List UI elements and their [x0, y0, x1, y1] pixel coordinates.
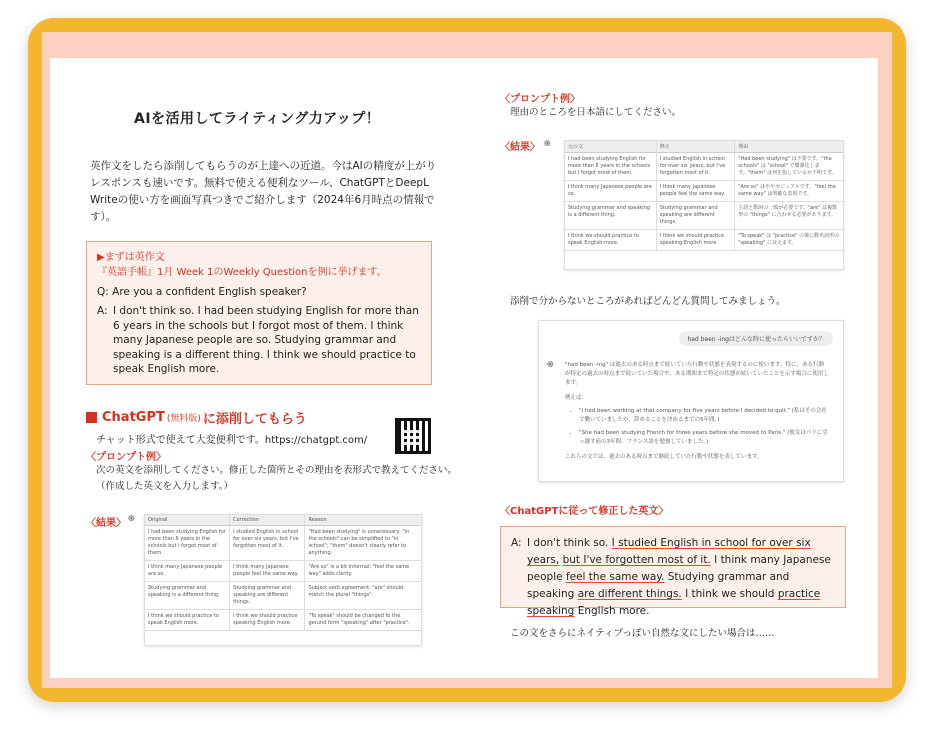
corrected-answer: [511, 535, 835, 620]
table-cell: I think many Japanese people feel the same way.: [656, 181, 735, 202]
table-header: 修正: [656, 141, 735, 153]
table-cell: "Are so" はややカジュアルです。"feel the same way" は明確な表現です。: [735, 181, 843, 202]
text-plain: I don't think so.: [527, 537, 612, 549]
prompt-text-2: （作成した英文を入力します。）: [96, 481, 233, 492]
table-row: [145, 526, 421, 561]
table-row: [145, 610, 421, 631]
prompt-label-right: 〈プロンプト例〉: [500, 94, 580, 105]
a-text: I don't think so. I had been studying English for more than 6 years in the schools but I forgot most of them. I think many Japanese people are so. Studying grammar and speaking is a different thing. I think we should practice to speak English more.: [113, 305, 419, 375]
user-question-bubble: had been -ingはどんな時に使ったらいいですか？: [679, 331, 833, 346]
square-bullet-icon: [86, 412, 97, 423]
table-cell: I studied English in school for over six years, but I've forgotten most of it.: [230, 526, 305, 561]
intro-text: 英作文をしたら添削してもらうのが上達への近道。今はAIの精度が上がりレスポンスも速いです。無料で使える便利なツール、ChatGPTとDeepL Writeの使い方を画面写真つきでご紹介します（2024年6月時点の情報です）。: [90, 160, 437, 223]
text-underlined: I studied English in school for over six years,: [527, 537, 811, 566]
table-cell: Studying grammar and speaking are different things.: [230, 582, 305, 610]
openai-logo-icon: ֍: [547, 360, 554, 369]
right-page: [474, 58, 886, 678]
table-cell: I had been studying English for more than 6 years in the schools but I forgot most of them.: [565, 153, 656, 181]
corrected-label: 〈ChatGPTに従って修正した英文〉: [500, 506, 669, 517]
question-line: [97, 286, 421, 298]
table-row: [145, 561, 421, 582]
table-header: 理由: [735, 141, 843, 153]
table-row: [145, 582, 421, 610]
table-cell: I studied English in school for over six years, but I've forgotten most of it.: [656, 153, 735, 181]
openai-logo-icon: ֍: [128, 514, 135, 523]
prompt-text-1: 次の英文を添削してください。修正した箇所とその理由を表形式で教えてください。: [96, 465, 458, 476]
table-cell: I think many Japanese people are so.: [145, 561, 230, 582]
table-cell: "Had been studying" is unnecessary; "in the schools" can be simplified to "in school"; "them" doesn't clearly refer to anything.: [305, 526, 421, 561]
table-cell: "To speak" は "practice" の後に動名詞形の "speaking" に変えます。: [735, 230, 843, 251]
chat-screenshot: [538, 320, 844, 482]
table-header: 元の文: [565, 141, 656, 153]
table-cell: "Had been studying" は不要です。"the schools" は "school" で簡潔化します。"them" は何を指しているか不明です。: [735, 153, 843, 181]
left-page: [50, 58, 462, 678]
prompt-text-right: 理由のところを日本語にしてください。: [510, 107, 682, 118]
table-row: [565, 202, 843, 230]
corner-notch: [882, 678, 892, 688]
answer-paragraph: "had been -ing" は過去のある時点まで続いていた行動や状態を表現するのに使います。特に、ある行動が特定の過去の時点まで続いていた場合や、ある期間まで特定の状態が続いていたことを示す場合に使用します。: [565, 362, 829, 386]
table-cell: I think many Japanese people are so.: [565, 181, 656, 202]
openai-logo-icon: ֍: [544, 139, 551, 148]
example-item: • "I had been working at that company for five years before I decided to quit." (私はその会社で働いていましたが、辞めることを決めるまでの5年間。): [579, 407, 829, 425]
text-underlined: feel the same way.: [565, 571, 665, 583]
qr-code-icon: [395, 418, 431, 454]
a-label: A:: [97, 305, 108, 317]
table-cell: Studying grammar and speaking are different things.: [656, 202, 735, 230]
section-prefix: ChatGPT: [102, 410, 165, 425]
table-cell: I think we should practice speaking English more.: [656, 230, 735, 251]
section-heading: [86, 408, 307, 427]
text-underlined: practice speaking: [527, 588, 821, 617]
table-cell: Studying grammar and speaking is a different thing.: [145, 582, 230, 610]
example-label: 例えば：: [565, 395, 588, 401]
corrected-text: [527, 535, 835, 620]
corner-notch: [42, 32, 52, 42]
table-row: [565, 153, 843, 181]
example-subheading: 『英語手帳』1月 Week 1のWeekly Questionを例に挙げます。: [97, 267, 387, 278]
section-small: (無料版): [166, 414, 201, 424]
chatgpt-description: チャット形式で使えて大変便利です。https://chatgpt.com/: [96, 435, 368, 446]
answer-paragraph: これらの文では、過去のある時点まで継続していた行動や状態を表しています。: [565, 454, 763, 460]
table-row: [565, 230, 843, 251]
table-cell: "To speak" should be changed to the gerund form "speaking" after "practice".: [305, 610, 421, 631]
table-cell: "Are so" is a bit informal; "feel the same way" adds clarity.: [305, 561, 421, 582]
magazine-spread: [50, 58, 878, 678]
page-title: AIを活用してライティング力アップ！: [134, 111, 381, 127]
table-cell: I think we should practice to speak English more.: [145, 610, 230, 631]
table-row: [565, 181, 843, 202]
result-label-right: 〈結果〉: [500, 142, 540, 153]
text-plain: I think we should: [681, 588, 778, 600]
table-cell: I think many Japanese people feel the same way.: [230, 561, 305, 582]
example-box: [86, 241, 432, 385]
japanese-table-screenshot: [564, 140, 844, 270]
section-suffix: に添削してもらう: [202, 412, 307, 427]
corner-notch: [882, 32, 892, 42]
q-text: Are you a confident English speaker?: [112, 286, 307, 298]
table-header: Correction: [230, 515, 305, 526]
table-header: Reason: [305, 515, 421, 526]
correction-table-screenshot: [144, 514, 422, 646]
ask-more-text: 添削で分からないところがあればどんどん質問してみましょう。: [510, 296, 786, 307]
example-item: • "She had been studying French for three years before she moved to Paris." (彼女はパリに引っ越す前の3年間、フランス語を勉強していました。): [579, 429, 829, 447]
q-label: Q:: [97, 286, 109, 298]
table-cell: Studying grammar and speaking is a different thing.: [565, 202, 656, 230]
text-plain: I think many Japanese people: [527, 554, 831, 583]
example-heading: ▶まずは英作文: [97, 252, 165, 263]
corrected-box: [500, 526, 846, 617]
table-cell: I think we should practice to speak English more.: [565, 230, 656, 251]
text-plain: Studying grammar and speaking: [527, 571, 790, 600]
corner-notch: [42, 678, 52, 688]
chat-answer: [565, 361, 829, 462]
correction-table: [145, 515, 421, 631]
a-label: A:: [511, 537, 522, 549]
table-cell: 主語と動詞の一致が必要です。"are" は複数形の "things" に合わせる必要があります。: [735, 202, 843, 230]
japanese-table: [565, 141, 843, 251]
table-cell: I had been studying English for more than 6 years in the schools but I forgot most of them.: [145, 526, 230, 561]
closing-text: この文をさらにネイティブっぽい自然な文にしたい場合は……: [510, 628, 775, 639]
table-header: Original: [145, 515, 230, 526]
text-underlined: are different things.: [577, 588, 682, 600]
table-cell: Subject-verb agreement: "are" should match the plural "things".: [305, 582, 421, 610]
table-cell: I think we should practice speaking English more.: [230, 610, 305, 631]
text-underlined: but I've forgotten most of it.: [562, 554, 711, 566]
text-plain: English more.: [574, 605, 650, 617]
prompt-label: 〈プロンプト例〉: [86, 452, 166, 463]
result-label: 〈結果〉: [86, 518, 126, 529]
answer-line: [97, 304, 421, 377]
